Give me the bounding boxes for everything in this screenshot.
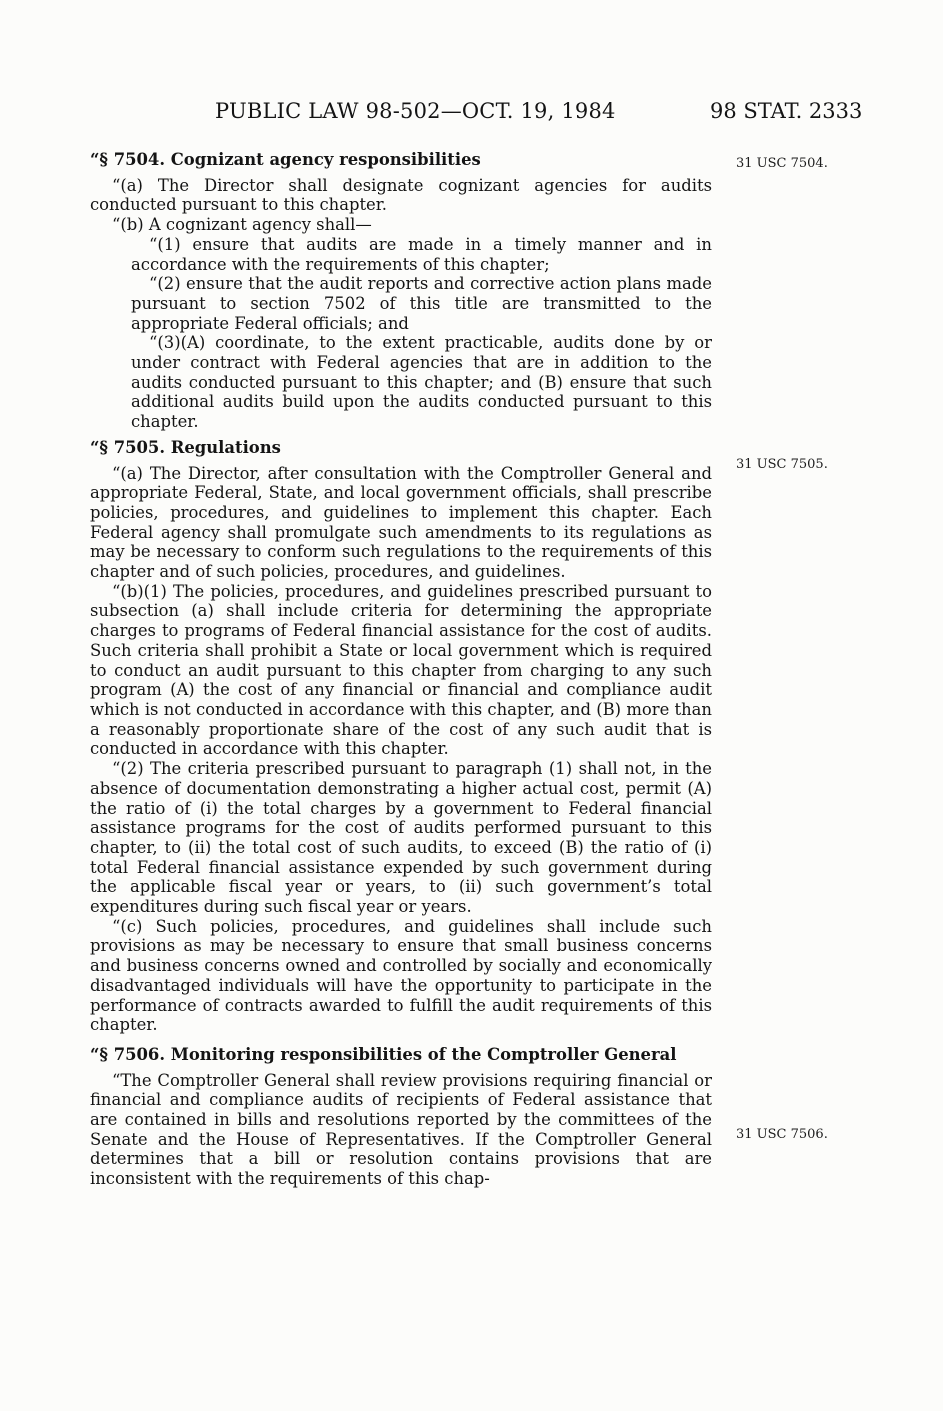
body-text — [90, 150, 712, 1189]
margin-note-7506: 31 USC 7506. — [736, 1127, 828, 1142]
page-header-title: PUBLIC LAW 98-502—OCT. 19, 1984 — [215, 99, 616, 123]
paragraph-7505-a: “(a) The Director, after consultation with the Comptroller General and appropriate Federal, State, and local government officials, shall prescribe policies, procedures, and guidelines to implement this chapter. Each Federal agency shall promulgate such amendments to its regulations as may be necessary to conform such regulations to the requirements of this chapter and of such policies, procedures, and guidelines. — [90, 463, 712, 582]
paragraph-7504-b1: “(1) ensure that audits are made in a timely manner and in accordance with the requirements of this chapter; — [131, 234, 712, 274]
paragraph-7504-b2: “(2) ensure that the audit reports and corrective action plans made pursuant to section 7502 of this title are transmitted to the appropriate Federal officials; and — [131, 274, 712, 333]
paragraph-7505-b2: “(2) The criteria prescribed pursuant to paragraph (1) shall not, in the absence of documentation demonstrating a higher actual cost, permit (A) the ratio of (i) the total charges by a government to Federal financial assistance programs for the cost of audits performed pursuant to this chapter, to (ii) the total cost of such audits, to exceed (B) the ratio of (i) total Federal financial assistance expended by such government during the applicable fiscal year or years, to (ii) such government’s total expenditures during such fiscal year or years. — [90, 759, 712, 917]
section-heading-7504: “§ 7504. Cognizant agency responsibilities — [90, 150, 481, 169]
paragraph-7504-a: “(a) The Director shall designate cognizant agencies for audits conducted pursuant to this chapter. — [90, 175, 712, 215]
section-heading-7506: “§ 7506. Monitoring responsibilities of the Comptroller General — [90, 1044, 677, 1064]
margin-note-7505: 31 USC 7505. — [736, 457, 828, 472]
page-header-stat: 98 STAT. 2333 — [710, 99, 863, 123]
paragraph-7505-b1: “(b)(1) The policies, procedures, and guidelines prescribed pursuant to subsection (a) shall include criteria for determining the appropriate charges to programs of Federal financial assistance for the cost of audits. Such criteria shall prohibit a State or local government which is required to conduct an audit pursuant to this chapter from charging to any such program (A) the cost of any financial or financial and compliance audit which is not conducted in accordance with this chapter, and (B) more than a reasonably proportionate share of the cost of any such audit that is conducted in accordance with this chapter. — [90, 581, 712, 759]
section-heading-7505: “§ 7505. Regulations — [90, 437, 281, 457]
margin-note-7504: 31 USC 7504. — [736, 156, 828, 171]
paragraph-7506: “The Comptroller General shall review provisions requiring financial or financial and compliance audits of recipients of Federal assistance that are contained in bills and resolutions reported by the committees of the Senate and the House of Representatives. If the Comptroller General determines that a bill or resolution contains provisions that are inconsistent with the requirements of this chap- — [90, 1070, 712, 1189]
paragraph-7504-b: “(b) A cognizant agency shall— — [112, 215, 372, 235]
paragraph-7504-b3: “(3)(A) coordinate, to the extent practicable, audits done by or under contract with Federal agencies that are in addition to the audits conducted pursuant to this chapter; and (B) ensure that such additional audits build upon the audits conducted pursuant to this chapter. — [131, 333, 712, 432]
paragraph-7505-c: “(c) Such policies, procedures, and guidelines shall include such provisions as may be necessary to ensure that small business concerns and business concerns owned and controlled by socially and economically disadvantaged individuals will have the opportunity to participate in the performance of contracts awarded to fulfill the audit requirements of this chapter. — [90, 916, 712, 1035]
